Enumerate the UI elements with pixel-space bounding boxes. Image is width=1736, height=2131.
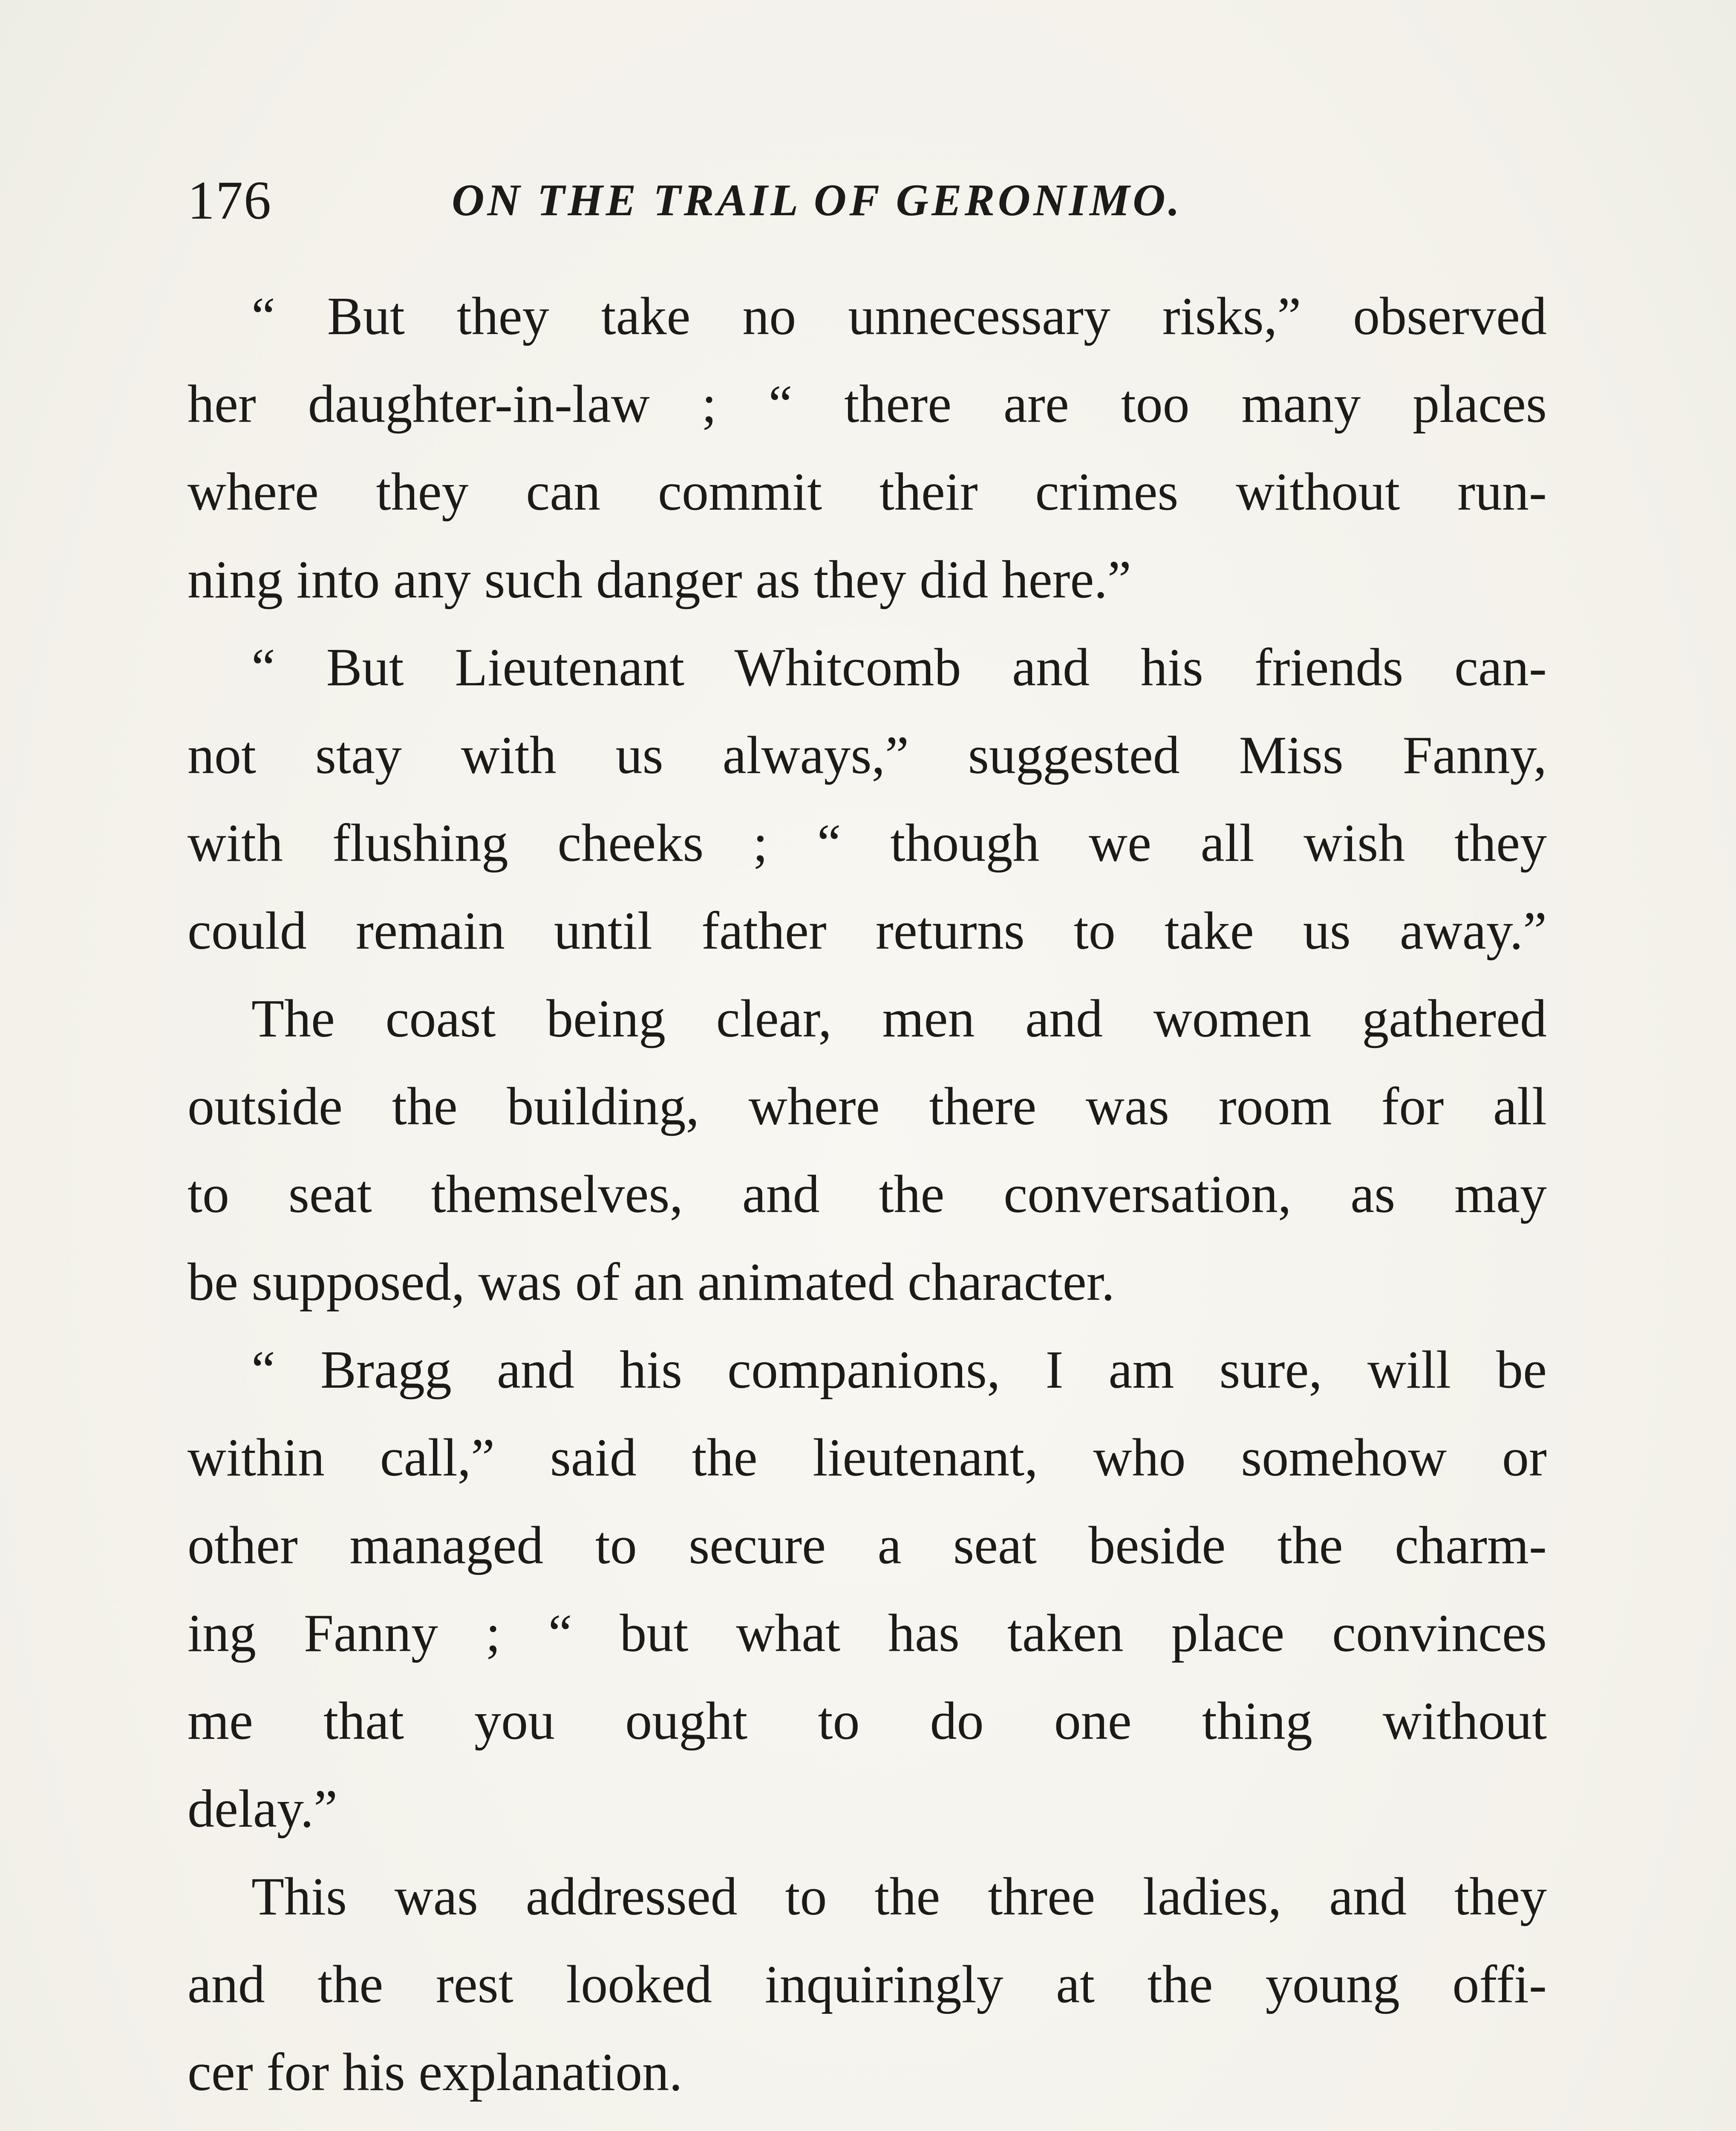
text-line: ning into any such danger as they did here.” — [187, 550, 1131, 609]
text-line: delay.” — [187, 1779, 338, 1839]
text-line: ing Fanny ; “ but what has taken place convinces — [187, 1604, 1547, 1663]
text-line: “ Bragg and his companions, I am sure, will be — [251, 1340, 1547, 1400]
text-line: within call,” said the lieutenant, who somehow or — [187, 1428, 1547, 1487]
text-line: This was addressed to the three ladies, and they — [251, 1867, 1547, 1926]
text-line: me that you ought to do one thing without — [187, 1692, 1547, 1751]
text-line: “ But they take no unnecessary risks,” observed — [251, 287, 1547, 346]
running-head — [187, 168, 1551, 232]
text-line — [187, 2117, 1547, 2131]
body-text — [187, 273, 1547, 2131]
text-line: where they can commit their crimes without run- — [187, 462, 1547, 522]
text-line: cer for his explanation. — [187, 2043, 683, 2102]
text-line: not stay with us always,” suggested Miss Fanny, — [187, 726, 1547, 785]
text-line: The coast being clear, men and women gathered — [251, 989, 1547, 1048]
text-line: outside the building, where there was room for all — [187, 1077, 1547, 1136]
text-line: to seat themselves, and the conversation, as may — [187, 1165, 1547, 1224]
text-line: other managed to secure a seat beside the charm- — [187, 1516, 1547, 1575]
text-line: and the rest looked inquiringly at the young offi- — [187, 1955, 1547, 2014]
text-line: “ But Lieutenant Whitcomb and his friends can- — [251, 638, 1547, 697]
running-title: ON THE TRAIL OF GERONIMO. — [452, 175, 1183, 225]
text-line: her daughter-in-law ; “ there are too many places — [187, 375, 1547, 434]
text-line: be supposed, was of an animated character. — [187, 1253, 1115, 1312]
text-line: with flushing cheeks ; “ though we all wish they — [187, 814, 1547, 873]
text-line: could remain until father returns to take us away.” — [187, 901, 1547, 961]
page-number: 176 — [187, 170, 272, 231]
